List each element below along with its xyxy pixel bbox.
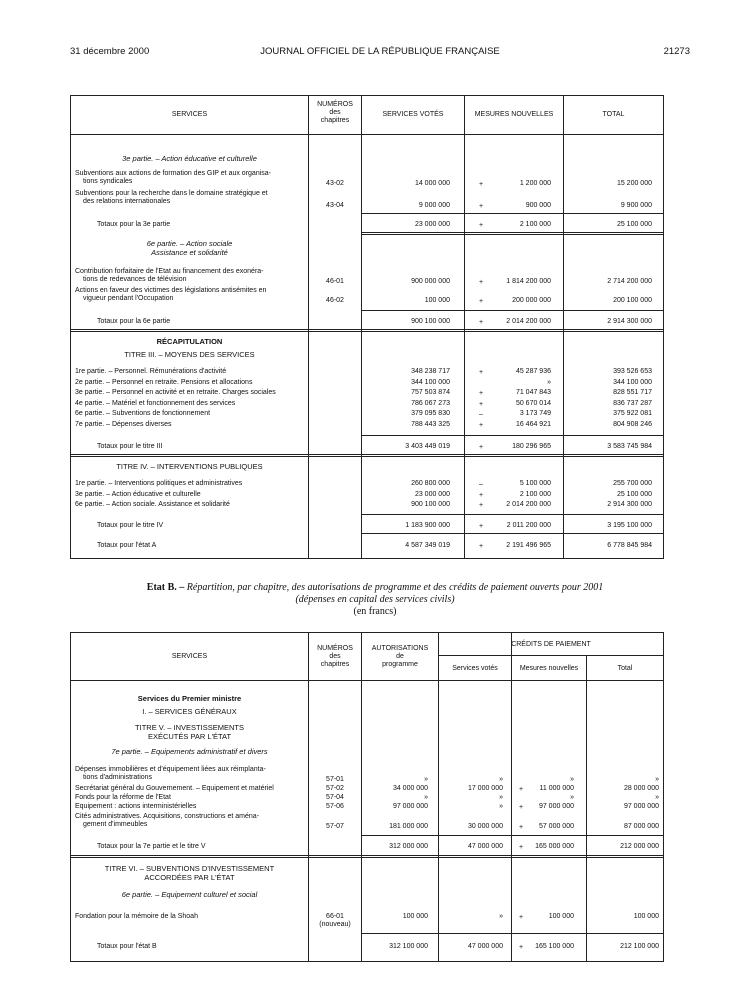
value-mesures: 97 000 000: [538, 803, 574, 810]
value-total: 375 922 081: [613, 410, 652, 417]
sign: +: [478, 400, 484, 408]
value-votes: »: [499, 776, 503, 783]
value-mesures: 16 464 921: [515, 420, 551, 428]
subtotal-mesures: 165 000 000: [535, 843, 574, 850]
row-label: Cités administratives. Acquisitions, constructions et aména-: [75, 813, 260, 820]
value-mesures: »: [570, 776, 574, 783]
value-autorisations: 100 000: [402, 913, 428, 920]
value-votes: 786 067 273: [411, 399, 450, 407]
recap-row-label: 2e partie. – Personnel en retraite. Pensions et allocations: [75, 378, 253, 386]
row-label: Fonds pour la réforme de l'Etat: [75, 794, 171, 801]
etat-b-prefix: Etat B. –: [146, 582, 185, 593]
recap-row-label: 3e partie. – Personnel en activité et en retraite. Charges sociales: [75, 389, 276, 396]
value-mesures: 45 287 936: [515, 368, 551, 375]
value-autorisations: »: [424, 776, 428, 783]
subtotal-label: Totaux pour la 3e partie: [97, 221, 171, 228]
recap-row-label: 4e partie. – Matériel et fonctionnement des services: [75, 399, 236, 407]
value-mesures: »: [547, 378, 551, 386]
recap-heading: RÉCAPITULATION: [156, 337, 223, 346]
grand-total-total: 212 100 000: [620, 943, 659, 950]
value-autorisations: 97 000 000: [392, 803, 428, 810]
value-votes: 900 100 000: [411, 501, 450, 508]
sign: +: [478, 222, 484, 229]
sign: +: [478, 181, 484, 188]
value-total: 97 000 000: [623, 803, 659, 810]
value-votes: 260 800 000: [411, 480, 450, 487]
page-header: [70, 46, 690, 62]
value-autorisations: 34 000 000: [392, 785, 428, 792]
sign: +: [478, 523, 484, 530]
col-header-services-votes: Services votés: [452, 665, 498, 672]
value-total: 25 100 000: [616, 490, 652, 498]
header-title: JOURNAL OFFICIEL DE LA RÉPUBLIQUE FRANÇAISE: [260, 46, 500, 57]
chapter-number: 57-06: [326, 803, 344, 810]
col-header-total: Total: [617, 665, 633, 672]
subtotal-mesures: 2 100 000: [519, 221, 551, 228]
row-label: tions de redevances de télévision: [83, 276, 187, 283]
value-total: 2 714 200 000: [607, 278, 652, 285]
subtotal-votes: 23 000 000: [414, 221, 450, 228]
table-etat-a: [70, 95, 664, 559]
subtotal-votes: 900 100 000: [411, 318, 450, 325]
col-header-autorisations: AUTORISATIONS de programme: [371, 645, 429, 668]
value-total: 344 100 000: [613, 378, 652, 386]
subtotal-votes: 1 183 900 000: [405, 522, 450, 529]
value-total: »: [655, 776, 659, 783]
titre-heading: TITRE III. – MOYENS DES SERVICES: [124, 350, 255, 359]
sign: +: [478, 390, 484, 397]
subtotal-mesures: 2 011 200 000: [506, 522, 551, 529]
sign: +: [478, 444, 484, 451]
value-total: 9 900 000: [620, 202, 652, 209]
subtotal-total: 25 100 000: [616, 221, 652, 228]
section-subtitle: Assistance et solidarité: [151, 248, 228, 257]
titre-heading: EXÉCUTÉS PAR L'ÉTAT: [147, 732, 232, 741]
value-votes: 344 100 000: [411, 378, 450, 386]
value-mesures: 2 100 000: [519, 490, 551, 498]
subtotal-label: Totaux pour la 7e partie et le titre V: [97, 843, 206, 850]
chapter-number: 57-01: [326, 776, 344, 783]
value-votes: 900 000 000: [411, 278, 450, 285]
col-header-services-votes: SERVICES VOTÉS: [382, 111, 444, 118]
value-mesures: 3 173 749: [519, 410, 551, 417]
value-mesures: 11 000 000: [539, 785, 574, 792]
row-label: Actions en faveur des victimes des législations antisémites en: [75, 287, 267, 294]
value-mesures: 5 100 000: [519, 480, 551, 487]
value-autorisations: 181 000 000: [389, 823, 428, 830]
col-header-credits: CRÉDITS DE PAIEMENT: [511, 641, 591, 648]
value-total: 100 000: [633, 913, 659, 920]
etat-b-heading: Répartition, par chapitre, des autorisations de programme et des crédits de paiement ouverts pour 2001: [186, 582, 604, 593]
value-total: 28 000 000: [623, 785, 659, 792]
value-total: »: [655, 794, 659, 801]
etat-b-unit: (en francs): [353, 606, 397, 617]
row-label: Dépenses immobilières et d'équipement liées aux réimplanta-: [75, 766, 266, 773]
ministry-heading: Services du Premier ministre: [137, 694, 242, 703]
col-header-mesures-nouvelles: Mesures nouvelles: [519, 665, 579, 672]
sign: +: [478, 421, 484, 429]
grand-total-mesures: 2 191 496 965: [506, 542, 551, 549]
recap-row-label: 6e partie. – Subventions de fonctionnement: [75, 410, 211, 417]
service-heading: I. – SERVICES GÉNÉRAUX: [142, 707, 237, 716]
row-label: Subventions pour la recherche dans le domaine stratégique et: [75, 190, 268, 197]
chapter-number: 46-01: [326, 278, 344, 285]
recap-row-label: 1re partie. – Interventions politiques et administratives: [75, 480, 243, 487]
sign: +: [478, 502, 484, 509]
col-header-services: SERVICES: [171, 653, 208, 660]
value-mesures: 900 000: [525, 202, 551, 209]
row-label: des relations internationales: [83, 198, 171, 205]
value-mesures: 57 000 000: [538, 823, 574, 830]
value-votes: 100 000: [424, 297, 450, 304]
section-title: 6e partie. – Action sociale: [146, 239, 233, 248]
value-total: 804 908 246: [613, 420, 652, 428]
value-total: 200 100 000: [613, 297, 652, 304]
sign: +: [518, 914, 524, 921]
sign: +: [518, 944, 524, 951]
col-header-services: SERVICES: [171, 111, 208, 118]
section-title: 6e partie. – Equipement culturel et social: [121, 890, 258, 899]
chapter-number: 43-04: [326, 202, 344, 209]
row-label: tions syndicales: [83, 178, 133, 185]
titre-heading: ACCORDÉES PAR L'ÉTAT: [144, 873, 235, 882]
row-label: gement d'immeubles: [83, 821, 148, 828]
value-votes: »: [499, 803, 503, 810]
chapter-number: 57-02: [326, 785, 344, 792]
value-mesures: 200 000 000: [512, 297, 551, 304]
value-votes: »: [499, 794, 503, 801]
section-title: 7e partie. – Equipements administratif et divers: [111, 747, 268, 756]
subtotal-label: Totaux pour le titre IV: [97, 522, 164, 529]
value-votes: 788 443 325: [411, 420, 450, 428]
row-label: tions d'administrations: [83, 774, 153, 781]
etat-b-title: [90, 582, 660, 618]
sign: +: [518, 786, 524, 793]
value-total: 393 526 653: [613, 368, 652, 375]
chapter-number: 57-07: [326, 823, 344, 830]
sign: +: [478, 203, 484, 210]
sign: +: [478, 319, 484, 326]
col-header-chapitres: NUMÉROS des chapitres: [317, 101, 353, 124]
value-votes: 30 000 000: [467, 823, 503, 830]
row-label: Equipement : actions interministérielles: [75, 803, 197, 810]
col-header-mesures-nouvelles: MESURES NOUVELLES: [474, 111, 554, 118]
subtotal-total: 2 914 300 000: [607, 318, 652, 325]
value-total: 87 000 000: [623, 823, 659, 830]
value-mesures: 2 014 200 000: [506, 501, 551, 508]
value-votes: 17 000 000: [467, 785, 503, 792]
value-total: 255 700 000: [613, 480, 652, 487]
chapter-number: 66-01: [326, 913, 344, 920]
sign: +: [478, 543, 484, 550]
sign: +: [478, 369, 484, 376]
value-votes: 379 095 830: [411, 410, 450, 417]
header-date: 31 décembre 2000: [70, 46, 150, 57]
chapter-number: 46-02: [326, 297, 344, 304]
row-label: vigueur pendant l'Occupation: [83, 295, 174, 302]
subtotal-total: 212 000 000: [620, 843, 659, 850]
sign: +: [478, 279, 484, 286]
subtotal-mesures: 180 296 965: [512, 443, 551, 450]
col-header-total: TOTAL: [602, 111, 625, 118]
value-mesures: 50 670 014: [515, 399, 551, 407]
row-label: Secrétariat général du Gouvernement. – Equipement et matériel: [75, 785, 274, 792]
subtotal-autorisations: 312 000 000: [389, 843, 428, 850]
value-total: 836 737 287: [613, 399, 652, 407]
value-votes: 348 238 717: [411, 368, 450, 375]
header-page-number: 21273: [663, 46, 690, 57]
titre-heading: TITRE V. – INVESTISSEMENTS: [135, 723, 244, 732]
value-total: 15 200 000: [616, 180, 652, 187]
sign: +: [518, 824, 524, 831]
titre-heading: TITRE VI. – SUBVENTIONS D'INVESTISSEMENT: [104, 864, 275, 873]
chapter-number: 43-02: [326, 180, 344, 187]
sign: +: [478, 298, 484, 305]
value-votes: 23 000 000: [414, 490, 450, 498]
subtotal-label: Totaux pour le titre III: [97, 443, 163, 450]
subtotal-total: 3 583 745 984: [607, 443, 652, 450]
col-header-chapitres: NUMÉROS des chapitres: [317, 645, 353, 668]
grand-total-label: Totaux pour l'état A: [97, 542, 157, 549]
value-mesures: »: [570, 794, 574, 801]
grand-total-votes: 47 000 000: [467, 943, 503, 950]
sign: +: [478, 491, 484, 499]
chapter-note: (nouveau): [319, 921, 351, 928]
sign: +: [518, 844, 524, 851]
recap-row-label: 3e partie. – Action éducative et culturelle: [75, 490, 201, 498]
subtotal-votes: 3 403 449 019: [405, 443, 450, 450]
value-mesures: 71 047 843: [515, 389, 551, 396]
grand-total-label: Totaux pour l'état B: [97, 943, 157, 950]
row-label: Fondation pour la mémoire de la Shoah: [75, 913, 198, 920]
value-total: 828 551 717: [613, 389, 652, 396]
grand-total-votes: 4 587 349 019: [405, 542, 450, 549]
grand-total-mesures: 165 100 000: [535, 943, 574, 950]
sign: –: [479, 481, 483, 488]
subtotal-votes: 47 000 000: [467, 843, 503, 850]
subtotal-mesures: 2 014 200 000: [506, 318, 551, 325]
value-total: 2 914 300 000: [607, 501, 652, 508]
grand-total-autorisations: 312 100 000: [389, 943, 428, 950]
row-label: Subventions aux actions de formation des GIP et aux organisa-: [75, 170, 271, 177]
value-votes: »: [499, 913, 503, 920]
subtotal-label: Totaux pour la 6e partie: [97, 318, 171, 325]
value-votes: 9 000 000: [418, 202, 450, 209]
value-mesures: 1 200 000: [519, 180, 551, 187]
subtotal-total: 3 195 100 000: [607, 522, 652, 529]
recap-row-label: 7e partie. – Dépenses diverses: [75, 420, 172, 428]
value-votes: 757 503 874: [411, 389, 450, 396]
etat-b-subtitle: (dépenses en capital des services civils): [295, 594, 455, 605]
titre-heading: TITRE IV. – INTERVENTIONS PUBLIQUES: [116, 462, 263, 471]
section-title: 3e partie. – Action éducative et culturelle: [122, 154, 257, 163]
row-label: Contribution forfaitaire de l'Etat au financement des exonéra-: [75, 268, 264, 275]
grand-total-total: 6 778 845 984: [607, 542, 652, 549]
chapter-number: 57-04: [326, 794, 344, 801]
sign: –: [479, 411, 483, 418]
recap-row-label: 6e partie. – Action sociale. Assistance et solidarité: [75, 501, 230, 508]
value-mesures: 100 000: [548, 913, 574, 920]
recap-row-label: 1re partie. – Personnel. Rémunérations d'activité: [75, 368, 227, 375]
sign: +: [518, 804, 524, 811]
table-etat-b: [70, 632, 664, 962]
value-mesures: 1 814 200 000: [506, 278, 551, 285]
value-votes: 14 000 000: [414, 180, 450, 187]
value-autorisations: »: [424, 794, 428, 801]
